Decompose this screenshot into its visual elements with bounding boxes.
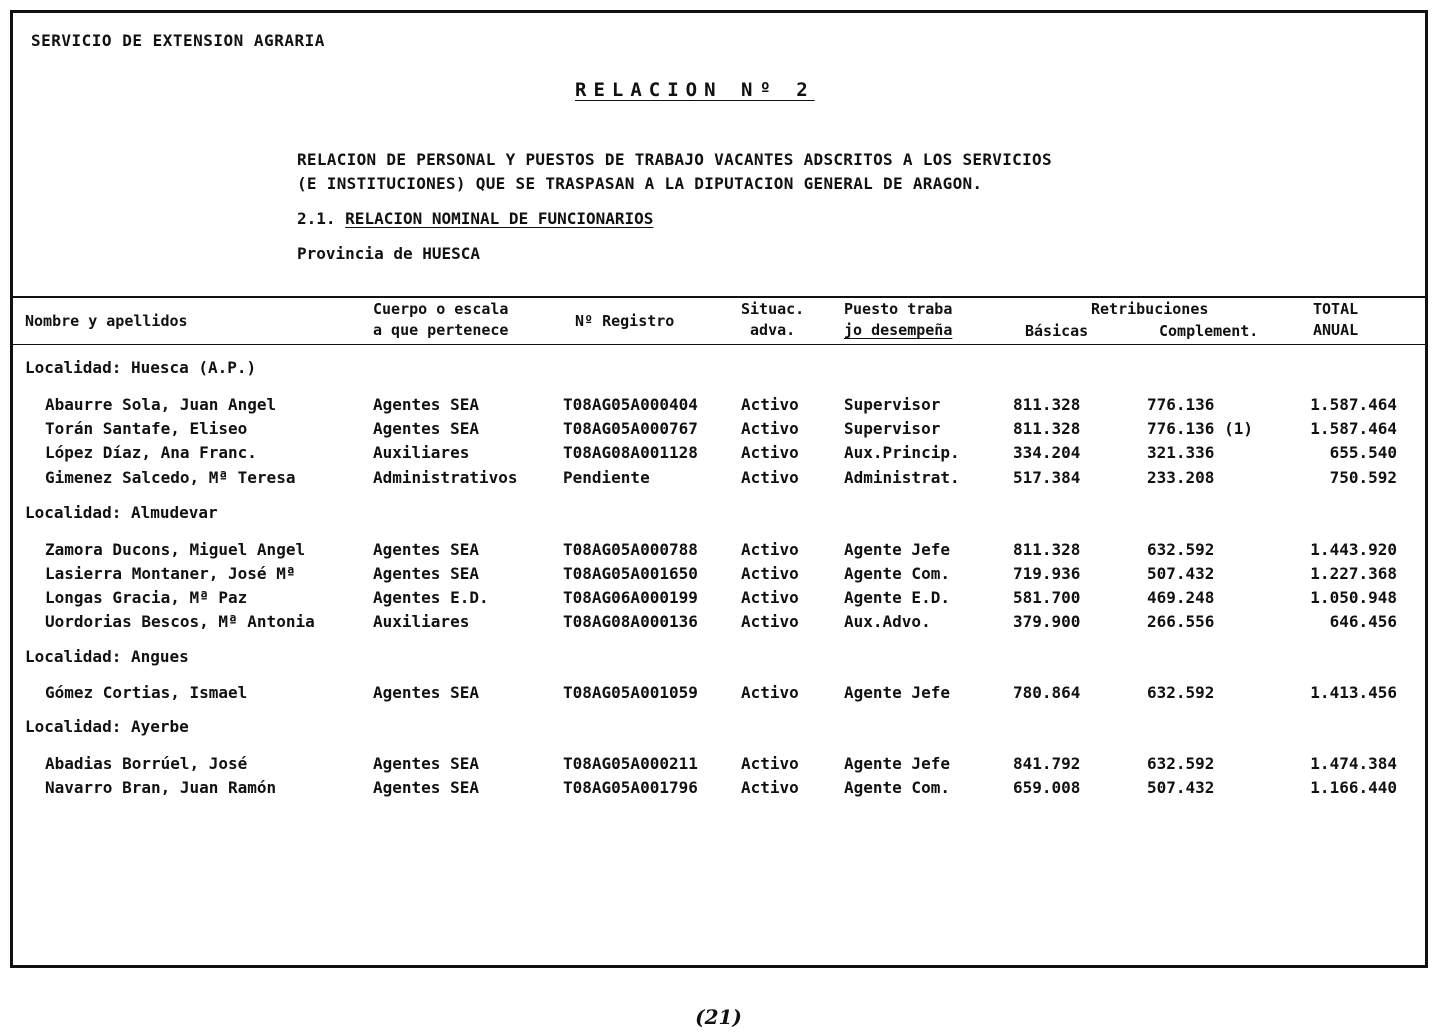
column-header-total-line2: ANUAL [1313,321,1359,339]
cell-complement: 632.592 [1147,754,1215,773]
column-header-situacion-line2: adva. [750,321,796,339]
cell-cuerpo: Auxiliares [373,443,470,462]
cell-cuerpo: Agentes E.D. [373,588,489,607]
cell-situacion: Activo [741,683,799,702]
column-header-situacion-line1: Situac. [741,300,805,318]
table-header-rule [13,344,1425,345]
cell-registro: T08AG05A000404 [563,395,698,414]
cell-registro: T08AG05A001059 [563,683,698,702]
column-header-puesto-line1: Puesto traba [844,300,953,318]
cell-basicas: 379.900 [1013,612,1081,631]
cell-complement: 632.592 [1147,540,1215,559]
cell-puesto: Supervisor [844,419,941,438]
cell-total: 750.592 [1329,468,1397,487]
locality-heading: Localidad: Ayerbe [25,717,189,736]
cell-puesto: Agente E.D. [844,588,950,607]
cell-situacion: Activo [741,443,799,462]
cell-situacion: Activo [741,612,799,631]
column-header-complement: Complement. [1159,322,1259,340]
locality-heading: Localidad: Almudevar [25,503,218,522]
cell-complement: 776.136 (1) [1147,419,1253,438]
cell-name: Abaurre Sola, Juan Angel [45,395,277,414]
column-header-basicas: Básicas [1025,322,1089,340]
cell-total: 1.166.440 [1310,778,1397,797]
cell-situacion: Activo [741,778,799,797]
cell-complement: 632.592 [1147,683,1215,702]
column-header-puesto-line2: jo desempeña [844,321,953,339]
cell-total: 1.443.920 [1310,540,1397,559]
cell-basicas: 334.204 [1013,443,1081,462]
cell-registro: T08AG08A000136 [563,612,698,631]
service-name: SERVICIO DE EXTENSION AGRARIA [31,31,325,50]
section-title: RELACION NOMINAL DE FUNCIONARIOS [345,209,654,228]
cell-name: Longas Gracia, Mª Paz [45,588,248,607]
column-header-total [1313,299,1358,341]
cell-basicas: 811.328 [1013,395,1081,414]
cell-basicas: 719.936 [1013,564,1081,583]
cell-total: 646.456 [1329,612,1397,631]
description-line-2: (E INSTITUCIONES) QUE SE TRASPASAN A LA DIPUTACION GENERAL DE ARAGON. [297,174,983,193]
cell-basicas: 811.328 [1013,540,1081,559]
column-header-situacion [741,299,804,341]
cell-complement: 469.248 [1147,588,1215,607]
cell-name: Navarro Bran, Juan Ramón [45,778,277,797]
cell-basicas: 780.864 [1013,683,1081,702]
page-number: (21) [695,1005,742,1029]
cell-registro: T08AG05A000788 [563,540,698,559]
cell-situacion: Activo [741,395,799,414]
cell-situacion: Activo [741,754,799,773]
cell-complement: 233.208 [1147,468,1215,487]
cell-cuerpo: Auxiliares [373,612,470,631]
cell-name: Uordorias Bescos, Mª Antonia [45,612,315,631]
cell-cuerpo: Agentes SEA [373,683,479,702]
cell-puesto: Aux.Princip. [844,443,960,462]
cell-name: Gimenez Salcedo, Mª Teresa [45,468,296,487]
cell-name: Zamora Ducons, Miguel Angel [45,540,306,559]
column-header-name: Nombre y apellidos [25,312,188,330]
cell-complement: 321.336 [1147,443,1215,462]
cell-complement: 776.136 [1147,395,1215,414]
cell-total: 1.474.384 [1310,754,1397,773]
cell-cuerpo: Agentes SEA [373,778,479,797]
cell-registro: T08AG05A000767 [563,419,698,438]
cell-basicas: 841.792 [1013,754,1081,773]
table-top-rule [13,296,1425,298]
cell-registro: T08AG05A001796 [563,778,698,797]
cell-basicas: 581.700 [1013,588,1081,607]
column-header-cuerpo [373,299,508,341]
column-header-registro: Nº Registro [575,312,675,330]
cell-puesto: Supervisor [844,395,941,414]
cell-puesto: Agente Jefe [844,754,950,773]
cell-puesto: Agente Com. [844,564,950,583]
cell-situacion: Activo [741,564,799,583]
cell-puesto: Agente Com. [844,778,950,797]
cell-registro: Pendiente [563,468,650,487]
cell-puesto: Administrat. [844,468,960,487]
description-line-1: RELACION DE PERSONAL Y PUESTOS DE TRABAJO VACANTES ADSCRITOS A LOS SERVICIOS [297,150,1052,169]
relacion-title: RELACION Nº 2 [575,79,815,101]
cell-basicas: 811.328 [1013,419,1081,438]
cell-name: López Díaz, Ana Franc. [45,443,257,462]
cell-situacion: Activo [741,588,799,607]
cell-puesto: Agente Jefe [844,683,950,702]
cell-total: 1.050.948 [1310,588,1397,607]
column-header-cuerpo-line2: a que pertenece [373,321,509,339]
column-header-total-line1: TOTAL [1313,300,1359,318]
cell-complement: 507.432 [1147,564,1215,583]
cell-name: Abadias Borrúel, José [45,754,248,773]
locality-heading: Localidad: Huesca (A.P.) [25,358,257,377]
cell-basicas: 659.008 [1013,778,1081,797]
cell-cuerpo: Agentes SEA [373,395,479,414]
cell-name: Lasierra Montaner, José Mª [45,564,296,583]
cell-total: 1.587.464 [1310,419,1397,438]
cell-basicas: 517.384 [1013,468,1081,487]
cell-cuerpo: Agentes SEA [373,754,479,773]
cell-registro: T08AG05A000211 [563,754,698,773]
section-number: 2.1. [297,209,336,228]
section-heading [297,209,653,228]
cell-puesto: Aux.Advo. [844,612,931,631]
cell-total: 655.540 [1329,443,1397,462]
cell-cuerpo: Administrativos [373,468,518,487]
cell-situacion: Activo [741,419,799,438]
cell-name: Gómez Cortias, Ismael [45,683,248,702]
cell-complement: 507.432 [1147,778,1215,797]
cell-situacion: Activo [741,468,799,487]
column-header-retribuciones: Retribuciones [1091,300,1209,318]
cell-total: 1.227.368 [1310,564,1397,583]
cell-name: Torán Santafe, Eliseo [45,419,248,438]
column-header-cuerpo-line1: Cuerpo o escala [373,300,509,318]
document-frame [10,10,1428,968]
cell-puesto: Agente Jefe [844,540,950,559]
cell-total: 1.413.456 [1310,683,1397,702]
cell-situacion: Activo [741,540,799,559]
locality-heading: Localidad: Angues [25,647,189,666]
column-header-puesto [844,299,952,341]
cell-cuerpo: Agentes SEA [373,419,479,438]
cell-total: 1.587.464 [1310,395,1397,414]
cell-complement: 266.556 [1147,612,1215,631]
cell-registro: T08AG06A000199 [563,588,698,607]
cell-registro: T08AG05A001650 [563,564,698,583]
cell-cuerpo: Agentes SEA [373,564,479,583]
province-label: Provincia de HUESCA [297,244,481,263]
cell-cuerpo: Agentes SEA [373,540,479,559]
cell-registro: T08AG08A001128 [563,443,698,462]
